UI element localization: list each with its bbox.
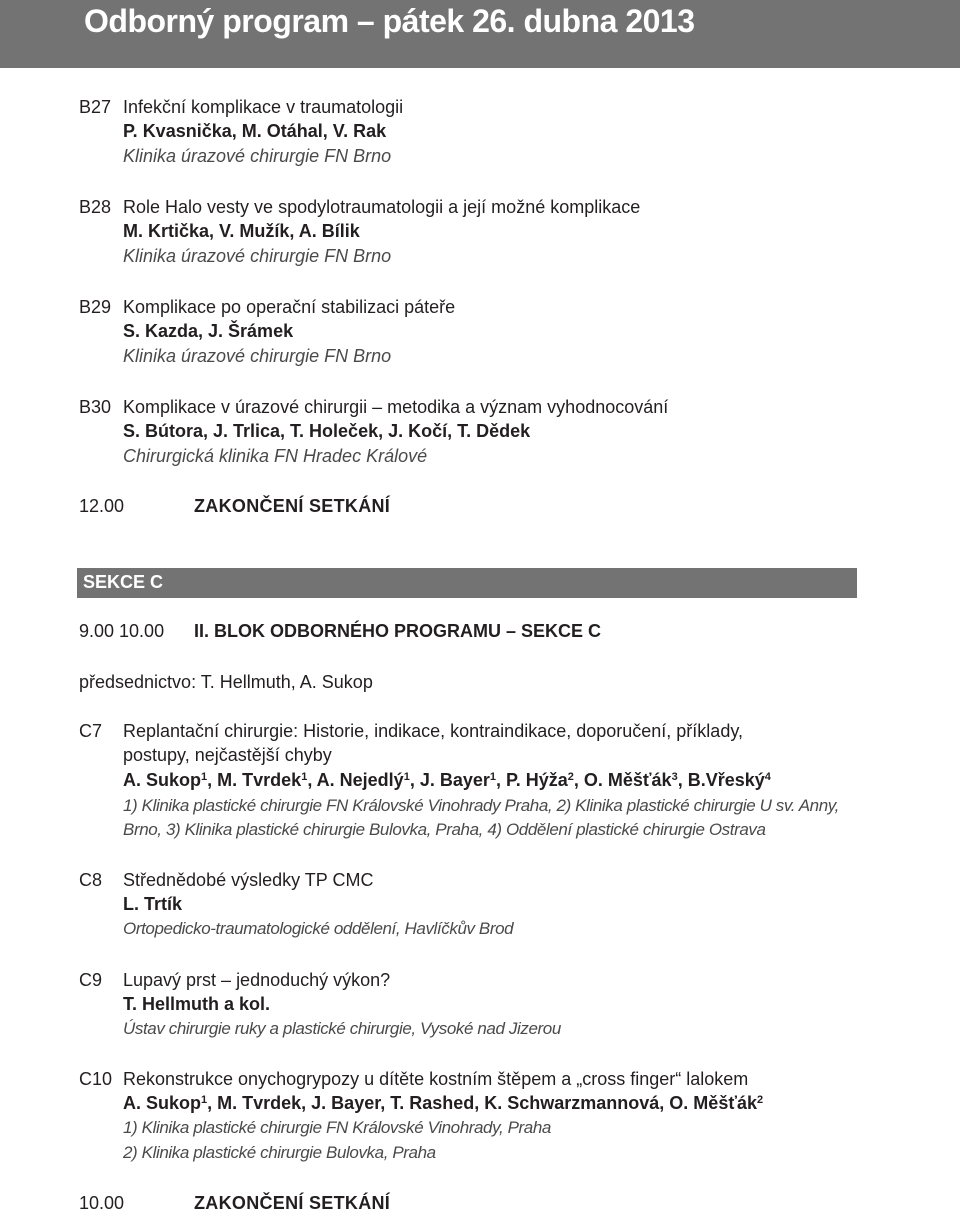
closing-time: 12.00 — [79, 496, 125, 516]
talk-affiliation: Ortopedicko-traumatologické oddělení, Havlíčkův Brod — [123, 919, 514, 938]
closing-label: ZAKONČENÍ SETKÁNÍ — [194, 1193, 391, 1213]
author: J. Bayer — [419, 770, 490, 790]
author-sup: 2 — [756, 1094, 764, 1106]
author-sup: 1 — [301, 771, 308, 783]
closing-time: 10.00 — [79, 1193, 125, 1213]
page-title: Odborný program – pátek 26. dubna 2013 — [84, 3, 695, 39]
talk-code: B30 — [79, 397, 112, 417]
talk-title: Komplikace v úrazové chirurgii – metodika a význam vyhodnocování — [123, 397, 669, 417]
author-sup: 1 — [201, 1094, 208, 1106]
talk-code: C7 — [79, 721, 103, 741]
author-sup: 3 — [671, 771, 678, 783]
author: A. Nejedlý — [316, 770, 404, 790]
talk-affiliation: Chirurgická klinika FN Hradec Králové — [123, 446, 428, 466]
talk-code: B29 — [79, 297, 112, 317]
talk-authors: S. Bútora, J. Trlica, T. Holeček, J. Kočí, T. Dědek — [123, 421, 531, 441]
author: A. Sukop — [123, 770, 202, 790]
talk-authors: A. Sukop$^1$, M. Tvrdek$^1$, A. Nejedlý$^1$, J. Bayer$^1$, P. Hýža$^2$, O. Měšťák$^3$, B.Vřeský$^4$ — [123, 770, 771, 790]
talk-code: C9 — [79, 970, 103, 990]
talk-affiliation: 1) Klinika plastické chirurgie FN Královské Vinohrady Praha, 2) Klinika plastické chirurgie U sv. Anny, — [123, 796, 839, 815]
author: P. Hýža — [506, 770, 568, 790]
author-sup: 2 — [567, 771, 574, 783]
talk-affiliation-cont: Brno, 3) Klinika plastické chirurgie Bulovka, Praha, 4) Oddělení plastické chirurgie Ostrava — [123, 820, 766, 839]
talk-title: Komplikace po operační stabilizaci páteře — [123, 297, 456, 317]
author-sup: 1 — [489, 771, 497, 783]
talk-code: C10 — [79, 1069, 113, 1089]
talk-affiliation: Klinika úrazové chirurgie FN Brno — [123, 346, 392, 366]
talk-affiliation: 1) Klinika plastické chirurgie FN Královské Vinohrady, Praha — [123, 1118, 551, 1137]
section-c-label: SEKCE C — [83, 572, 164, 592]
author: M. Tvrdek — [217, 770, 302, 790]
block-title: II. BLOK ODBORNÉHO PROGRAMU – SEKCE C — [194, 621, 602, 641]
author: O. Měšťák — [583, 770, 672, 790]
talk-authors: P. Kvasnička, M. Otáhal, V. Rak — [123, 121, 387, 141]
author: A. Sukop — [123, 1093, 202, 1113]
talk-authors — [123, 1093, 763, 1114]
page-header — [0, 0, 960, 68]
talk-code: B27 — [79, 97, 112, 117]
talk-title: Replantační chirurgie: Historie, indikace, kontraindikace, doporučení, příklady, — [123, 721, 743, 741]
talk-title-cont: postupy, nejčastější chyby — [123, 745, 332, 765]
closing-label: ZAKONČENÍ SETKÁNÍ — [194, 496, 391, 516]
talk-affiliation-cont: 2) Klinika plastické chirurgie Bulovka, Praha — [123, 1143, 436, 1162]
author: B.Vřeský — [687, 770, 765, 790]
talk-title: Lupavý prst – jednoduchý výkon? — [123, 970, 391, 990]
section-c-bar — [77, 568, 857, 598]
talk-authors: M. Krtička, V. Mužík, A. Bílik — [123, 221, 360, 241]
talk-affiliation: Klinika úrazové chirurgie FN Brno — [123, 146, 392, 166]
author-sup: 1 — [403, 771, 410, 783]
talk-authors: S. Kazda, J. Šrámek — [123, 321, 294, 341]
block-time: 9.00 10.00 — [79, 621, 165, 641]
talk-affiliation: Klinika úrazové chirurgie FN Brno — [123, 246, 392, 266]
talk-authors: T. Hellmuth a kol. — [123, 994, 271, 1014]
talk-title: Střednědobé výsledky TP CMC — [123, 870, 374, 890]
talk-code: C8 — [79, 870, 103, 890]
author-sup: 4 — [764, 771, 771, 783]
talk-title: Role Halo vesty ve spodylotraumatologii a její možné komplikace — [123, 197, 641, 217]
author-sup: 1 — [201, 771, 208, 783]
talk-code: B28 — [79, 197, 112, 217]
talk-title: Infekční komplikace v traumatologii — [123, 97, 404, 117]
talk-affiliation: Ústav chirurgie ruky a plastické chirurgie, Vysoké nad Jizerou — [123, 1019, 561, 1038]
chair-line: předsednictvo: T. Hellmuth, A. Sukop — [79, 672, 373, 692]
talk-authors: L. Trtík — [123, 894, 183, 914]
author-list: , M. Tvrdek, J. Bayer, T. Rashed, K. Schwarzmannová, O. Měšťák — [207, 1093, 757, 1113]
talk-title: Rekonstrukce onychogrypozy u dítěte kostním štěpem a „cross finger“ lalokem — [123, 1069, 749, 1089]
